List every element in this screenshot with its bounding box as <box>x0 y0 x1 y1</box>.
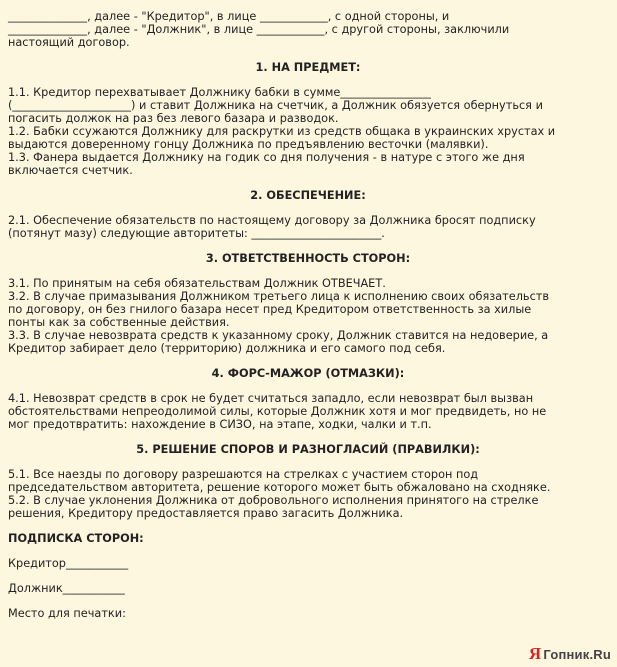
section-security-body <box>8 214 608 240</box>
signatures-title: ПОДПИСКА СТОРОН: <box>8 532 144 545</box>
contract-document <box>8 10 608 620</box>
section-liability-body <box>8 277 608 355</box>
section-heading-disputes: 5. РЕШЕНИЕ СПОРОВ И РАЗНОГЛАСИЙ (ПРАВИЛКИ): <box>136 443 480 456</box>
intro-line: настоящий договор. <box>8 36 130 49</box>
clause-line: 5.2. В случае уклонения Должника от добровольного исполнения принятого на стрелке <box>8 494 539 507</box>
intro-line: ______________, далее - "Кредитор", в лице ____________, с одной стороны, и <box>8 10 450 23</box>
creditor-signature-line: Кредитор___________ <box>8 557 129 570</box>
clause-line: 3.3. В случае невозврата средств к указанному сроку, Должник ставится на недоверие, а <box>8 329 549 342</box>
seal-place-line: Место для печатки: <box>8 607 126 620</box>
clause-line: обстоятельствами непреодолимой силы, которые Должник хотя и мог предвидеть, но не <box>8 405 547 418</box>
section-heading-subject: 1. НА ПРЕДМЕТ: <box>255 61 361 74</box>
brand-text: Гопник.Ru <box>543 647 611 662</box>
intro-paragraph <box>8 10 608 49</box>
debtor-signature-line: Должник___________ <box>8 582 125 595</box>
clause-line: погасить должок на раз без левого базара и разводок. <box>8 112 339 125</box>
section-heading-liability: 3. ОТВЕТСТВЕННОСТЬ СТОРОН: <box>205 252 411 265</box>
clause-line: понты как за собственные действия. <box>8 316 230 329</box>
site-logo-link[interactable] <box>528 644 611 663</box>
clause-line: 3.2. В случае примазывания Должником третьего лица к исполнению своих обязательств <box>8 290 550 303</box>
clause-line: 5.1. Все наезды по договору разрешаются на стрелках с участием сторон под <box>8 468 479 481</box>
clause-line: 4.1. Невозврат средств в срок не будет считаться западло, если невозврат был вызван <box>8 392 534 405</box>
clause-line: мог предотвратить: нахождение в СИЗО, на этапе, ходки, чалки и т.п. <box>8 418 432 431</box>
clause-line: включается счетчик. <box>8 164 133 177</box>
clause-line: решения, Кредитору предоставляется право загасить Должника. <box>8 507 404 520</box>
brand-mark-icon: Я <box>528 644 542 663</box>
section-subject-body <box>8 86 608 177</box>
section-force-majeure-body <box>8 392 608 431</box>
clause-line: по договору, он без гнилого базара несет пред Кредитором ответственность за хилые <box>8 303 532 316</box>
clause-line: 1.1. Кредитор перехватывает Должнику бабки в сумме________________ <box>8 86 431 99</box>
clause-line: 3.1. По принятым на себя обязательствам Должник ОТВЕЧАЕТ. <box>8 277 386 290</box>
clause-line: (потянут мазу) следующие авторитеты: _______________________. <box>8 227 385 240</box>
clause-line: 2.1. Обеспечение обязательств по настоящему договору за Должника бросят подписку <box>8 214 536 227</box>
section-heading-force-majeure: 4. ФОРС-МАЖОР (ОТМАЗКИ): <box>211 367 405 380</box>
clause-line: выдаются доверенному гонцу Должника по предъявлению весточки (малявки). <box>8 138 489 151</box>
clause-line: 1.3. Фанера выдается Должнику на годик со дня получения - в натуре с этого же дня <box>8 151 525 164</box>
intro-line: ______________, далее - "Должник", в лице ____________, с другой стороны, заключили <box>8 23 510 36</box>
clause-line: председательством авторитета, решение которого может быть обжаловано на сходняке. <box>8 481 551 494</box>
clause-line: Кредитор забирает дело (территорию) должника и его самого под себя. <box>8 342 446 355</box>
clause-line: (_____________________) и ставит Должника на счетчик, а Должник обязуется обернуться и <box>8 99 543 112</box>
clause-line: 1.2. Бабки ссужаются Должнику для раскрутки из средств общака в украинских хрустах и <box>8 125 556 138</box>
section-disputes-body <box>8 468 608 520</box>
section-heading-security: 2. ОБЕСПЕЧЕНИЕ: <box>250 189 366 202</box>
